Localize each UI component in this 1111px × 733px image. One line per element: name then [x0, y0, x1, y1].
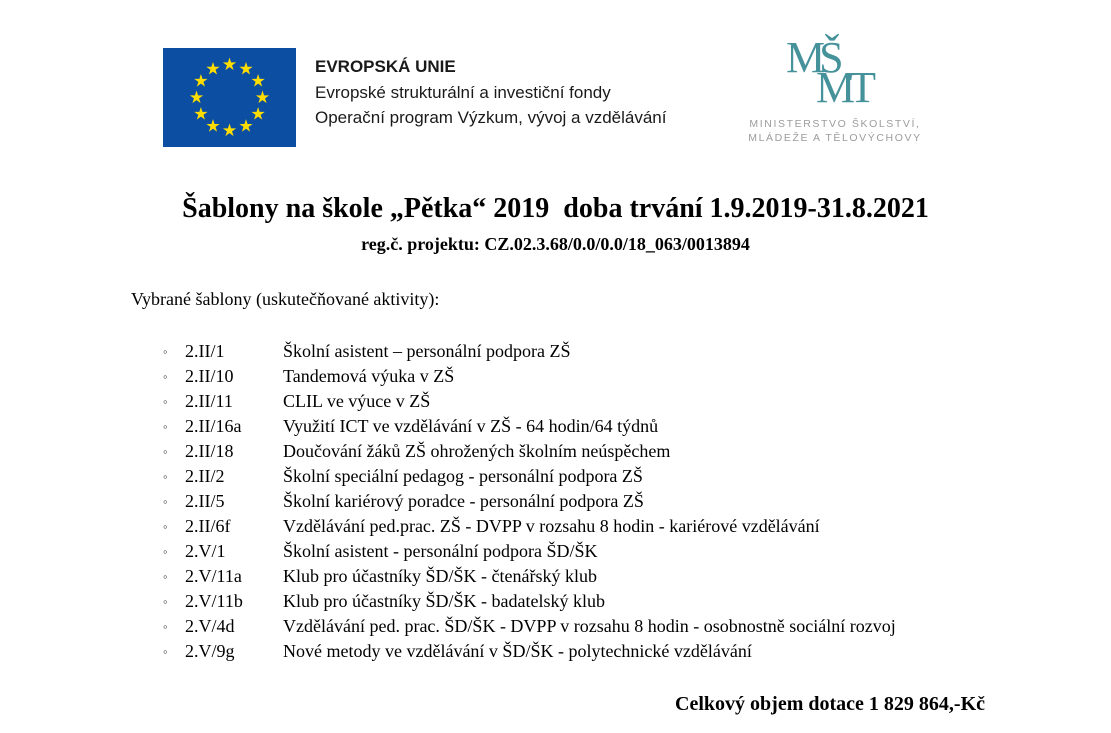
item-code: 2.II/6f — [185, 516, 231, 536]
item-name: Vzdělávání ped.prac. ZŠ - DVPP v rozsahu 8 hodin - kariérové vzdělávání — [283, 516, 820, 536]
item-name: Využití ICT ve vzdělávání v ZŠ - 64 hodin/64 týdnů — [283, 416, 659, 436]
item-name: Školní asistent – personální podpora ZŠ — [283, 341, 571, 361]
item-name: Klub pro účastníky ŠD/ŠK - čtenářský klub — [283, 566, 597, 586]
item-code: 2.V/1 — [185, 541, 226, 561]
bullet-icon: ◦ — [163, 494, 168, 509]
eu-flag-block — [163, 48, 296, 147]
item-code: 2.II/10 — [185, 366, 234, 386]
msmt-monogram-top: MŠ — [786, 33, 838, 82]
intro-line: Vybrané šablony (uskutečňované aktivity): — [131, 289, 440, 309]
msmt-monogram-bottom: MT — [816, 63, 870, 113]
list-item — [163, 364, 1111, 389]
list-item — [163, 464, 1111, 489]
project-reg-number: reg.č. projektu: CZ.02.3.68/0.0/0.0/18_063/0013894 — [361, 234, 750, 254]
list-item — [163, 539, 1111, 564]
bullet-icon: ◦ — [163, 369, 168, 384]
item-name: Tandemová výuka v ZŠ — [283, 366, 455, 386]
list-item — [163, 439, 1111, 464]
bullet-icon: ◦ — [163, 519, 168, 534]
item-name: Školní kariérový poradce - personální podpora ZŠ — [283, 491, 644, 511]
item-name: Nové metody ve vzdělávání v ŠD/ŠK - polytechnické vzdělávání — [283, 641, 752, 661]
item-name: CLIL ve výuce v ZŠ — [283, 391, 431, 411]
item-name: Doučování žáků ZŠ ohrožených školním neúspěchem — [283, 441, 671, 461]
list-item — [163, 639, 1111, 664]
list-item — [163, 389, 1111, 414]
item-code: 2.II/5 — [185, 491, 225, 511]
bullet-icon: ◦ — [163, 644, 168, 659]
item-code: 2.V/4d — [185, 616, 235, 636]
list-item — [163, 589, 1111, 614]
list-item — [163, 514, 1111, 539]
list-item — [163, 414, 1111, 439]
msmt-caption — [715, 117, 955, 145]
total-grant-amount: Celkový objem dotace 1 829 864,-Kč — [675, 693, 985, 715]
list-item — [163, 564, 1111, 589]
eu-flag-icon — [163, 48, 296, 147]
eu-program-line: Operační program Výzkum, vývoj a vzdělávání — [315, 108, 667, 127]
bullet-icon: ◦ — [163, 444, 168, 459]
list-item — [163, 614, 1111, 639]
bullet-icon: ◦ — [163, 469, 168, 484]
list-item — [163, 339, 1111, 364]
item-name: Školní asistent - personální podpora ŠD/ŠK — [283, 541, 598, 561]
msmt-caption-line1: MINISTERSTVO ŠKOLSTVÍ, — [749, 118, 921, 131]
msmt-caption-line2: MLÁDEŽE A TĚLOVÝCHOVY — [748, 132, 922, 145]
item-code: 2.II/1 — [185, 341, 225, 361]
bullet-icon: ◦ — [163, 394, 168, 409]
item-code: 2.II/18 — [185, 441, 234, 461]
list-item — [163, 489, 1111, 514]
bullet-icon: ◦ — [163, 619, 168, 634]
item-name: Vzdělávání ped. prac. ŠD/ŠK - DVPP v rozsahu 8 hodin - osobnostně sociální rozvoj — [283, 616, 896, 636]
bullet-icon: ◦ — [163, 544, 168, 559]
item-code: 2.II/11 — [185, 391, 233, 411]
eu-org-name: EVROPSKÁ UNIE — [315, 57, 456, 76]
eu-text-block — [315, 54, 666, 131]
page-title: Šablony na škole „Pětka“ 2019 doba trvání 1.9.2019-31.8.2021 — [182, 193, 929, 224]
eu-funds-line: Evropské strukturální a investiční fondy — [315, 82, 611, 102]
bullet-icon: ◦ — [163, 569, 168, 584]
item-code: 2.II/2 — [185, 466, 225, 486]
bullet-icon: ◦ — [163, 594, 168, 609]
template-list — [163, 339, 1111, 664]
msmt-logo-block — [715, 33, 955, 145]
bullet-icon: ◦ — [163, 419, 168, 434]
item-code: 2.V/11b — [185, 591, 243, 611]
item-name: Klub pro účastníky ŠD/ŠK - badatelský klub — [283, 591, 605, 611]
bullet-icon: ◦ — [163, 344, 168, 359]
item-name: Školní speciální pedagog - personální podpora ZŠ — [283, 466, 643, 486]
item-code: 2.V/9g — [185, 641, 235, 661]
msmt-monogram-icon — [786, 33, 870, 113]
item-code: 2.V/11a — [185, 566, 242, 586]
item-code: 2.II/16a — [185, 416, 242, 436]
